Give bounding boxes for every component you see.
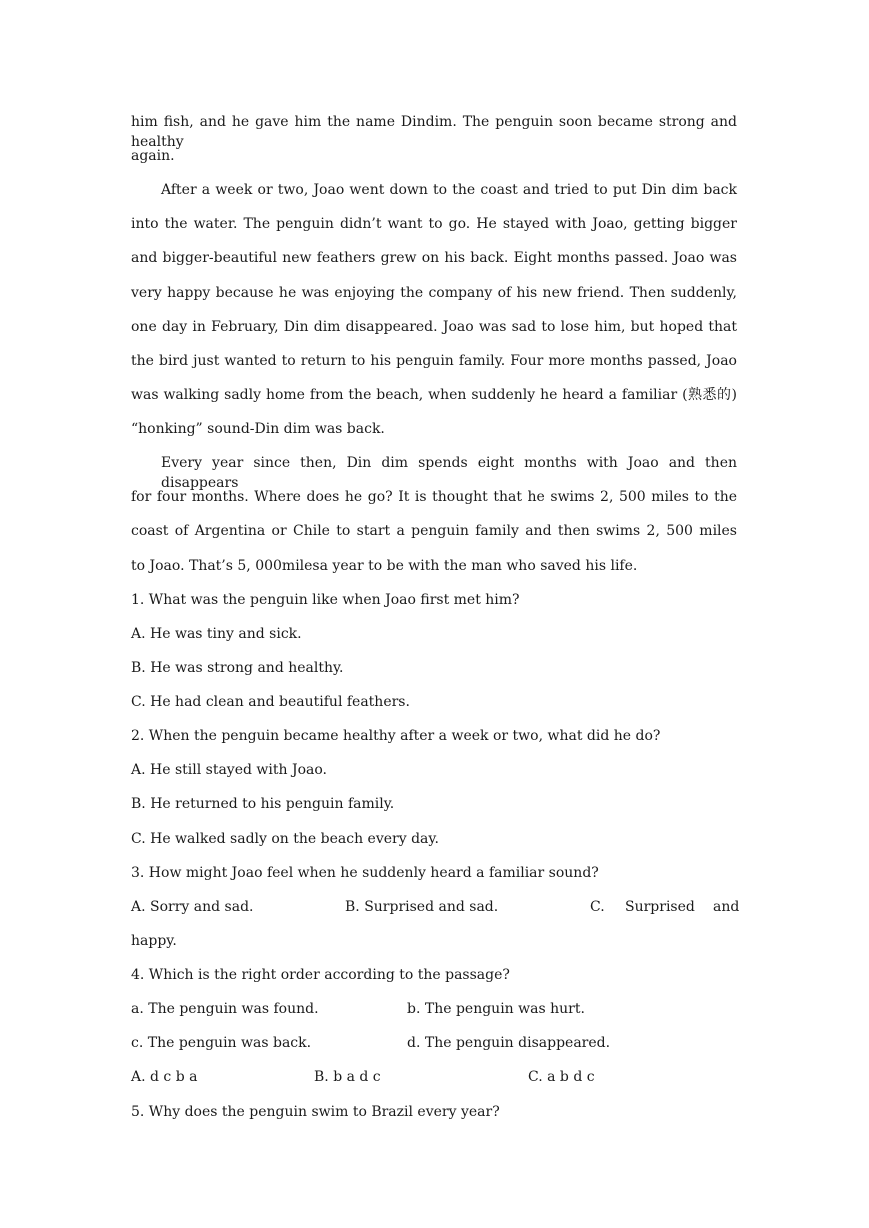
- question-3-option-c-word2: and: [713, 899, 740, 915]
- passage-line: the bird just wanted to return to his penguin family. Four more months passed, Joao: [131, 353, 737, 369]
- question-2-option-a: A. He still stayed with Joao.: [131, 762, 327, 778]
- question-4-option-a: A. d c b a: [131, 1069, 198, 1085]
- question-3-option-c-letter: C.: [590, 899, 605, 915]
- question-3-stem: 3. How might Joao feel when he suddenly heard a familiar sound?: [131, 865, 599, 881]
- passage-line: very happy because he was enjoying the company of his new friend. Then suddenly,: [131, 285, 737, 301]
- question-1-option-a: A. He was tiny and sick.: [131, 626, 302, 642]
- passage-line: one day in February, Din dim disappeared. Joao was sad to lose him, but hoped that: [131, 319, 737, 335]
- question-1-option-b: B. He was strong and healthy.: [131, 660, 344, 676]
- question-1-stem: 1. What was the penguin like when Joao first met him?: [131, 592, 520, 608]
- question-4-item-a: a. The penguin was found.: [131, 1001, 319, 1017]
- question-4-item-d: d. The penguin disappeared.: [407, 1035, 611, 1051]
- passage-line: and bigger-beautiful new feathers grew on his back. Eight months passed. Joao was: [131, 250, 737, 266]
- passage-line: coast of Argentina or Chile to start a penguin family and then swims 2, 500 miles: [131, 523, 737, 539]
- question-2-option-b: B. He returned to his penguin family.: [131, 796, 395, 812]
- question-4-option-b: B. b a d c: [314, 1069, 381, 1085]
- question-5-stem: 5. Why does the penguin swim to Brazil every year?: [131, 1104, 500, 1120]
- question-2-option-c: C. He walked sadly on the beach every day.: [131, 831, 439, 847]
- question-4-item-c: c. The penguin was back.: [131, 1035, 312, 1051]
- question-4-item-b: b. The penguin was hurt.: [407, 1001, 585, 1017]
- question-4-option-c: C. a b d c: [528, 1069, 595, 1085]
- passage-line: him fish, and he gave him the name Dindim. The penguin soon became strong and healthy: [131, 114, 737, 150]
- passage-line: into the water. The penguin didn’t want to go. He stayed with Joao, getting bigger: [131, 216, 737, 232]
- question-3-option-a: A. Sorry and sad.: [131, 899, 254, 915]
- question-2-stem: 2. When the penguin became healthy after a week or two, what did he do?: [131, 728, 661, 744]
- passage-line: to Joao. That’s 5, 000milesa year to be with the man who saved his life.: [131, 558, 638, 574]
- question-3-option-c-word1: Surprised: [625, 899, 695, 915]
- passage-line: again.: [131, 148, 175, 164]
- passage-line: “honking” sound-Din dim was back.: [131, 421, 385, 437]
- passage-line: was walking sadly home from the beach, when suddenly he heard a familiar (熟悉的): [131, 387, 737, 403]
- question-3-option-b: B. Surprised and sad.: [345, 899, 499, 915]
- question-3-option-c-continued: happy.: [131, 933, 177, 949]
- passage-line: After a week or two, Joao went down to the coast and tried to put Din dim back: [161, 182, 737, 198]
- passage-line: Every year since then, Din dim spends eight months with Joao and then disappears: [161, 455, 737, 491]
- question-4-stem: 4. Which is the right order according to the passage?: [131, 967, 510, 983]
- question-1-option-c: C. He had clean and beautiful feathers.: [131, 694, 410, 710]
- passage-line: for four months. Where does he go? It is thought that he swims 2, 500 miles to the: [131, 489, 737, 505]
